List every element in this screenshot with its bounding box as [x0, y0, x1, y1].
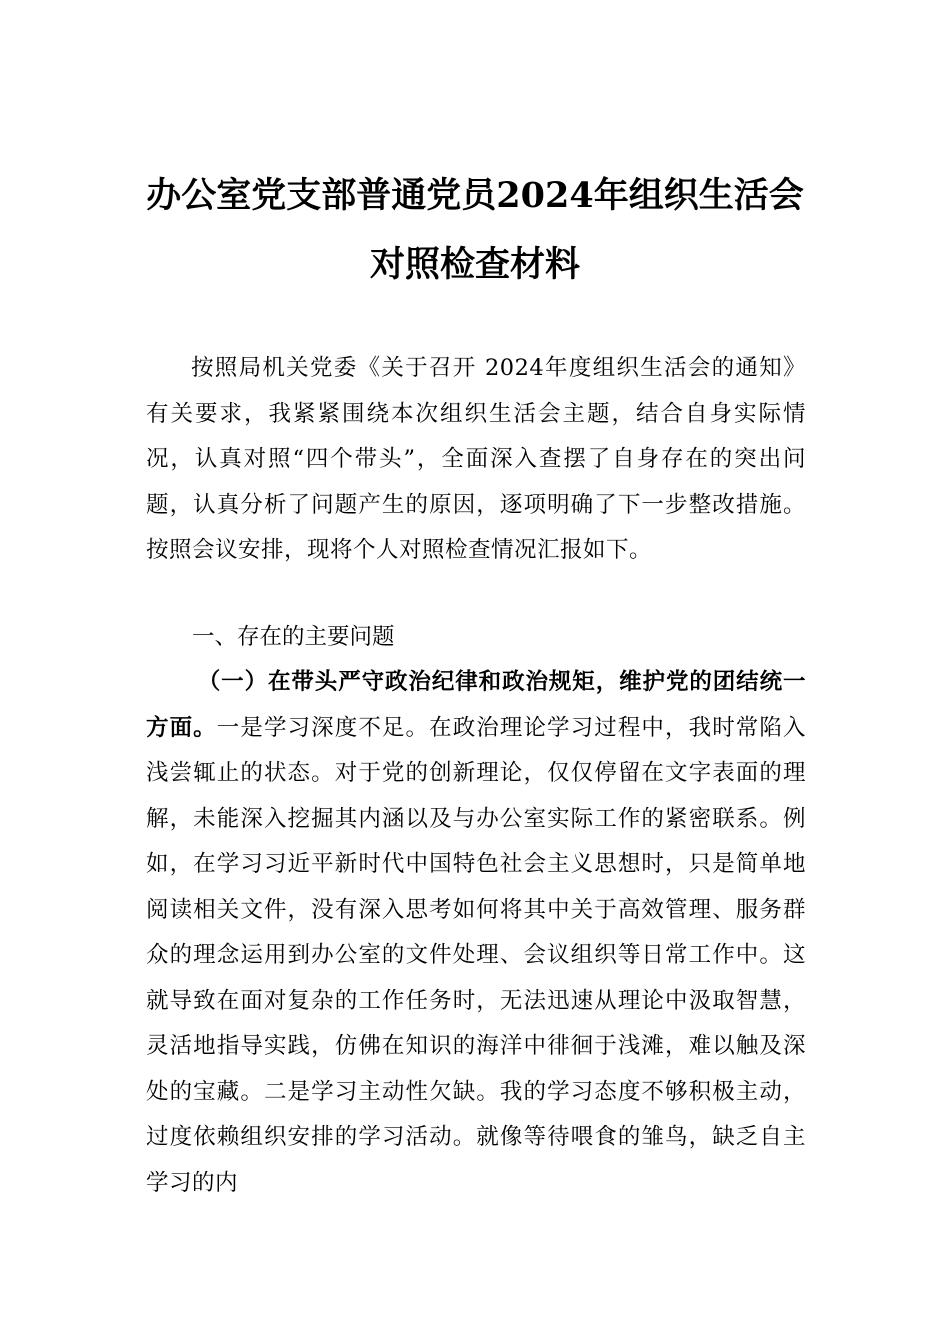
intro-paragraph: 按照局机关党委《关于召开 2024年度组织生活会的通知》有关要求，我紧紧围绕本次组织生活会主题，结合自身实际情况，认真对照“四个带头”，全面深入查摆了自身存在的突出问题，认真分析了问题产生的原因，逐项明确了下一步整改措施。按照会议安排，现将个人对照检查情况汇报如下。: [146, 355, 806, 563]
subsection-heading: （一）在带头严守政治纪律和政治规矩，维护党的团结统一方面。: [146, 669, 806, 741]
subsection-paragraph: [146, 660, 806, 1206]
document-title-line-2: 对照检查材料: [369, 244, 580, 285]
document-title-line-1: 办公室党支部普通党员2024年组织生活会: [146, 175, 804, 216]
section-heading: 一、存在的主要问题: [192, 624, 395, 650]
subsection-body: 一是学习深度不足。在政治理论学习过程中，我时常陷入浅尝辄止的状态。对于党的创新理论，仅仅停留在文字表面的理解，未能深入挖掘其内涵以及与办公室实际工作的紧密联系。例如，在学习习近平新时代中国特色社会主义思想时，只是简单地阅读相关文件，没有深入思考如何将其中关于高效管理、服务群众的理念运用到办公室的文件处理、会议组织等日常工作中。这就导致在面对复杂的工作任务时，无法迅速从理论中汲取智慧，灵活地指导实践，仿佛在知识的海洋中徘徊于浅滩，难以触及深处的宝藏。二是学习主动性欠缺。我的学习态度不够积极主动，过度依赖组织安排的学习活动。就像等待喂食的雏鸟，缺乏自主学习的内: [146, 714, 806, 1196]
